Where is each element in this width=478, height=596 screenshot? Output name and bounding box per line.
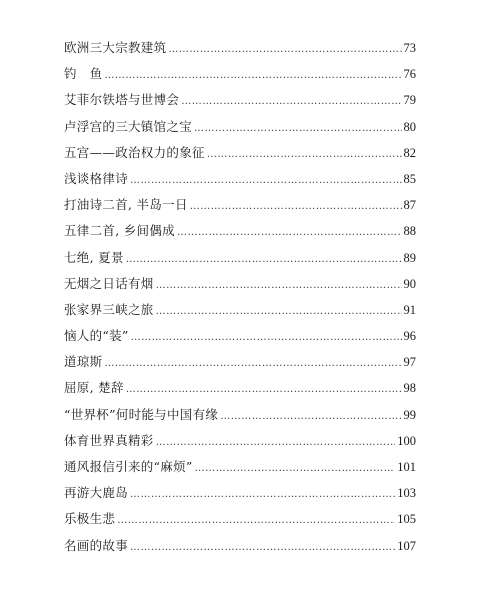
toc-entry-page: 80 — [403, 119, 416, 134]
toc-entry-page: 73 — [403, 41, 416, 55]
toc-entry-title: 屈原, 楚辞 — [64, 380, 124, 396]
toc-entry-title: 浅谈格律诗 — [64, 170, 129, 186]
toc-entry-title: 卢浮宫的三大镇馆之宝 — [64, 118, 193, 134]
toc-entry-page: 90 — [403, 276, 416, 291]
toc-entry-title: 五宫——政治权力的象征 — [64, 144, 205, 160]
toc-entry-page: 89 — [403, 250, 416, 265]
toc-leader-dots — [168, 37, 401, 63]
toc-leader-dots — [130, 482, 395, 508]
toc-entry — [64, 506, 416, 532]
toc-entry-page: 91 — [403, 302, 416, 317]
toc-entry-page: 88 — [403, 224, 416, 239]
toc-entry-title: 乐极生悲 — [64, 511, 116, 527]
toc-entry-page: 82 — [403, 145, 416, 160]
toc-entry — [64, 192, 416, 218]
toc-leader-dots — [104, 351, 401, 377]
toc-entry — [64, 402, 416, 428]
toc-leader-dots — [126, 247, 402, 273]
toc-entry-page: 103 — [397, 486, 416, 501]
toc-entry — [64, 297, 416, 323]
toc-entry-title: 道琼斯 — [64, 354, 103, 370]
toc-leader-dots — [130, 168, 401, 194]
toc-leader-dots — [220, 404, 401, 430]
toc-leader-dots — [117, 508, 395, 534]
toc-entry-title: 无烟之日话有烟 — [64, 275, 154, 291]
toc-entry-page: 96 — [403, 329, 416, 344]
toc-entry-page: 105 — [397, 512, 416, 527]
toc-entry-title: 打油诗二首, 半岛一日 — [64, 197, 188, 213]
table-of-contents — [64, 35, 416, 559]
toc-leader-dots — [177, 220, 402, 246]
toc-entry — [64, 375, 416, 401]
toc-entry-title: 体育世界真精彩 — [64, 432, 154, 448]
toc-entry — [64, 218, 416, 244]
toc-entry-title: 七绝, 夏景 — [64, 249, 124, 265]
toc-entry — [64, 61, 416, 87]
toc-entry-title: 欧洲三大宗教建筑 — [64, 40, 167, 55]
toc-leader-dots — [156, 430, 396, 456]
toc-entry-title: 通风报信引来的“麻烦” — [64, 459, 193, 474]
toc-entry — [64, 428, 416, 454]
toc-entry-title: 恼人的“装” — [64, 328, 129, 344]
toc-entry-page: 98 — [403, 381, 416, 396]
toc-leader-dots — [156, 299, 402, 325]
toc-entry-page: 100 — [397, 433, 416, 448]
toc-entry — [64, 323, 416, 349]
toc-leader-dots — [207, 142, 402, 168]
toc-entry — [64, 533, 416, 559]
toc-entry-title: 五律二首, 乡间偶成 — [64, 223, 175, 239]
toc-entry — [64, 349, 416, 375]
toc-leader-dots — [126, 377, 402, 403]
toc-leader-dots — [181, 89, 401, 115]
toc-leader-dots — [194, 116, 401, 142]
toc-leader-dots — [104, 63, 401, 89]
toc-entry-page: 87 — [403, 198, 416, 213]
toc-entry-title: 钓 鱼 — [64, 66, 103, 82]
toc-entry-title: 再游大鹿岛 — [64, 485, 129, 501]
toc-entry — [64, 140, 416, 166]
toc-entry — [64, 166, 416, 192]
toc-entry-page: 85 — [403, 171, 416, 186]
toc-entry-page: 99 — [403, 407, 416, 422]
toc-entry-page: 97 — [403, 355, 416, 370]
toc-entry — [64, 35, 416, 61]
toc-leader-dots — [131, 325, 402, 351]
toc-entry — [64, 114, 416, 140]
toc-entry-title: 艾菲尔铁塔与世博会 — [64, 92, 180, 108]
toc-entry-page: 107 — [397, 538, 416, 553]
toc-entry-page: 79 — [403, 93, 416, 108]
toc-entry — [64, 87, 416, 113]
toc-entry — [64, 480, 416, 506]
toc-entry-title: “世界杯”何时能与中国有缘 — [64, 406, 219, 422]
toc-entry-page: 101 — [397, 460, 416, 474]
toc-entry — [64, 245, 416, 271]
toc-entry-page: 76 — [403, 67, 416, 82]
toc-entry-title: 名画的故事 — [64, 537, 129, 553]
toc-entry — [64, 454, 416, 480]
toc-leader-dots — [130, 535, 395, 561]
toc-leader-dots — [156, 273, 402, 299]
toc-leader-dots — [195, 456, 396, 482]
toc-entry — [64, 271, 416, 297]
toc-leader-dots — [190, 194, 402, 220]
toc-entry-title: 张家界三峡之旅 — [64, 301, 154, 317]
